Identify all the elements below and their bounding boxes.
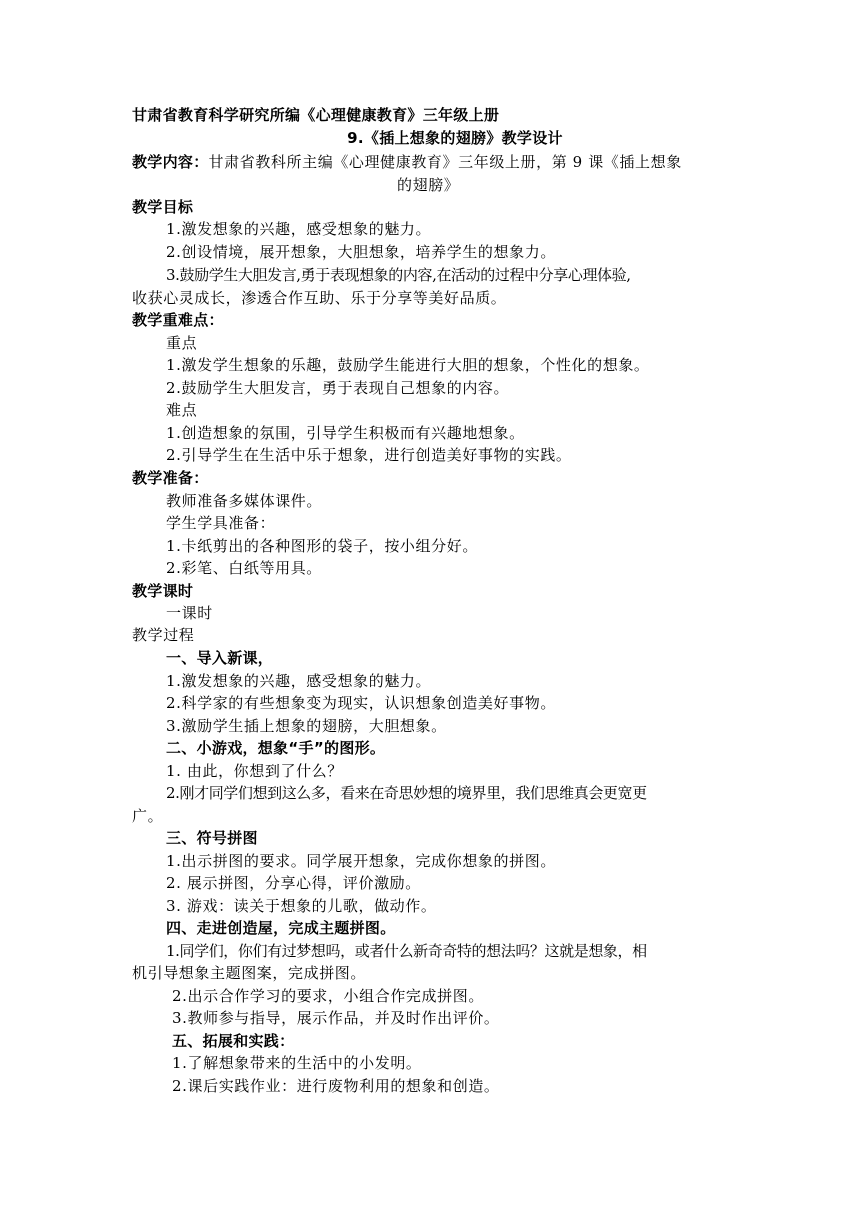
goal-item-cont: 收获心灵成长，渗透合作互助、乐于分享等美好品质。 [132,289,507,307]
section-title: 三、符号拼图 [166,829,258,847]
doc-header: 甘肃省教育科学研究所编《心理健康教育》三年级上册 [132,106,500,124]
section-item: 1.同学们，你们有过梦想吗，或者什么新奇奇特的想法吗？这就是想象，相 [166,942,647,960]
doc-title: 9.《插上想象的翅膀》教学设计 [347,129,563,147]
section-item: 1. 由此，你想到了什么？ [166,762,343,780]
process-heading: 教学过程 [132,626,195,644]
teaching-content [132,151,682,173]
teaching-content-text: 甘肃省教科所主编《心理健康教育》三年级上册，第 9 课《插上想象 [208,153,682,171]
focus-item: 2.鼓励学生大胆发言，勇于表现自己想象的内容。 [166,379,510,397]
focus-label: 重点 [166,334,198,352]
teaching-content-label: 教学内容： [132,153,209,171]
section-title: 四、走进创造屋，完成主题拼图。 [166,919,396,937]
prep-item: 1.卡纸剪出的各种图形的袋子，按小组分好。 [166,537,478,555]
goals-heading: 教学目标 [132,198,194,216]
prep-student-label: 学生学具准备： [166,514,276,532]
section-item: 2.科学家的有些想象变为现实，认识想象创造美好事物。 [166,694,556,712]
section-item: 3.激励学生插上想象的翅膀，大胆想象。 [166,717,447,735]
key-points-heading: 教学重难点： [132,311,224,329]
focus-item: 1.激发学生想象的乐趣，鼓励学生能进行大胆的想象，个性化的想象。 [166,356,650,374]
section-item-cont: 机引导想象主题图案，完成拼图。 [132,964,367,982]
difficulty-label: 难点 [166,401,198,419]
hours-heading: 教学课时 [132,582,194,600]
section-item: 1.了解想象带来的生活中的小发明。 [172,1054,422,1072]
prep-item: 2.彩笔、白纸等用具。 [166,559,322,577]
section-item: 1.激发想象的兴趣，感受想象的魅力。 [166,672,432,690]
section-title: 一、导入新课， [166,649,274,667]
goal-item: 1.激发想象的兴趣，感受想象的魅力。 [166,220,432,238]
section-title: 二、小游戏，想象“手”的图形。 [166,739,386,757]
section-item: 2.刚才同学们想到这么多，看来在奇思妙想的境界里，我们思维真会更宽更 [166,784,647,802]
section-item: 2.出示合作学习的要求，小组合作完成拼图。 [172,987,484,1005]
goal-item: 3.鼓励学生大胆发言,勇于表现想象的内容,在活动的过程中分享心理体验, [166,266,631,284]
difficulty-item: 2.引导学生在生活中乐于想象，进行创造美好事物的实践。 [166,446,572,464]
teaching-content-cont: 的翅膀》 [397,176,460,194]
section-item: 2.课后实践作业：进行废物利用的想象和创造。 [172,1077,500,1095]
section-item: 3.教师参与指导，展示作品，并及时作出评价。 [172,1009,500,1027]
section-item-cont: 广。 [132,807,164,825]
section-item: 2. 展示拼图，分享心得，评价激励。 [166,874,421,892]
difficulty-item: 1.创造想象的氛围，引导学生积极而有兴趣地想象。 [166,424,525,442]
prep-heading: 教学准备： [132,469,209,487]
section-title: 五、拓展和实践： [172,1032,295,1050]
prep-teacher: 教师准备多媒体课件。 [166,492,323,510]
hours-value: 一课时 [166,604,213,622]
section-item: 3. 游戏：读关于想象的儿歌，做动作。 [166,897,437,915]
section-item: 1.出示拼图的要求。同学展开想象，完成你想象的拼图。 [166,852,556,870]
goal-item: 2.创设情境，展开想象，大胆想象，培养学生的想象力。 [166,243,556,261]
